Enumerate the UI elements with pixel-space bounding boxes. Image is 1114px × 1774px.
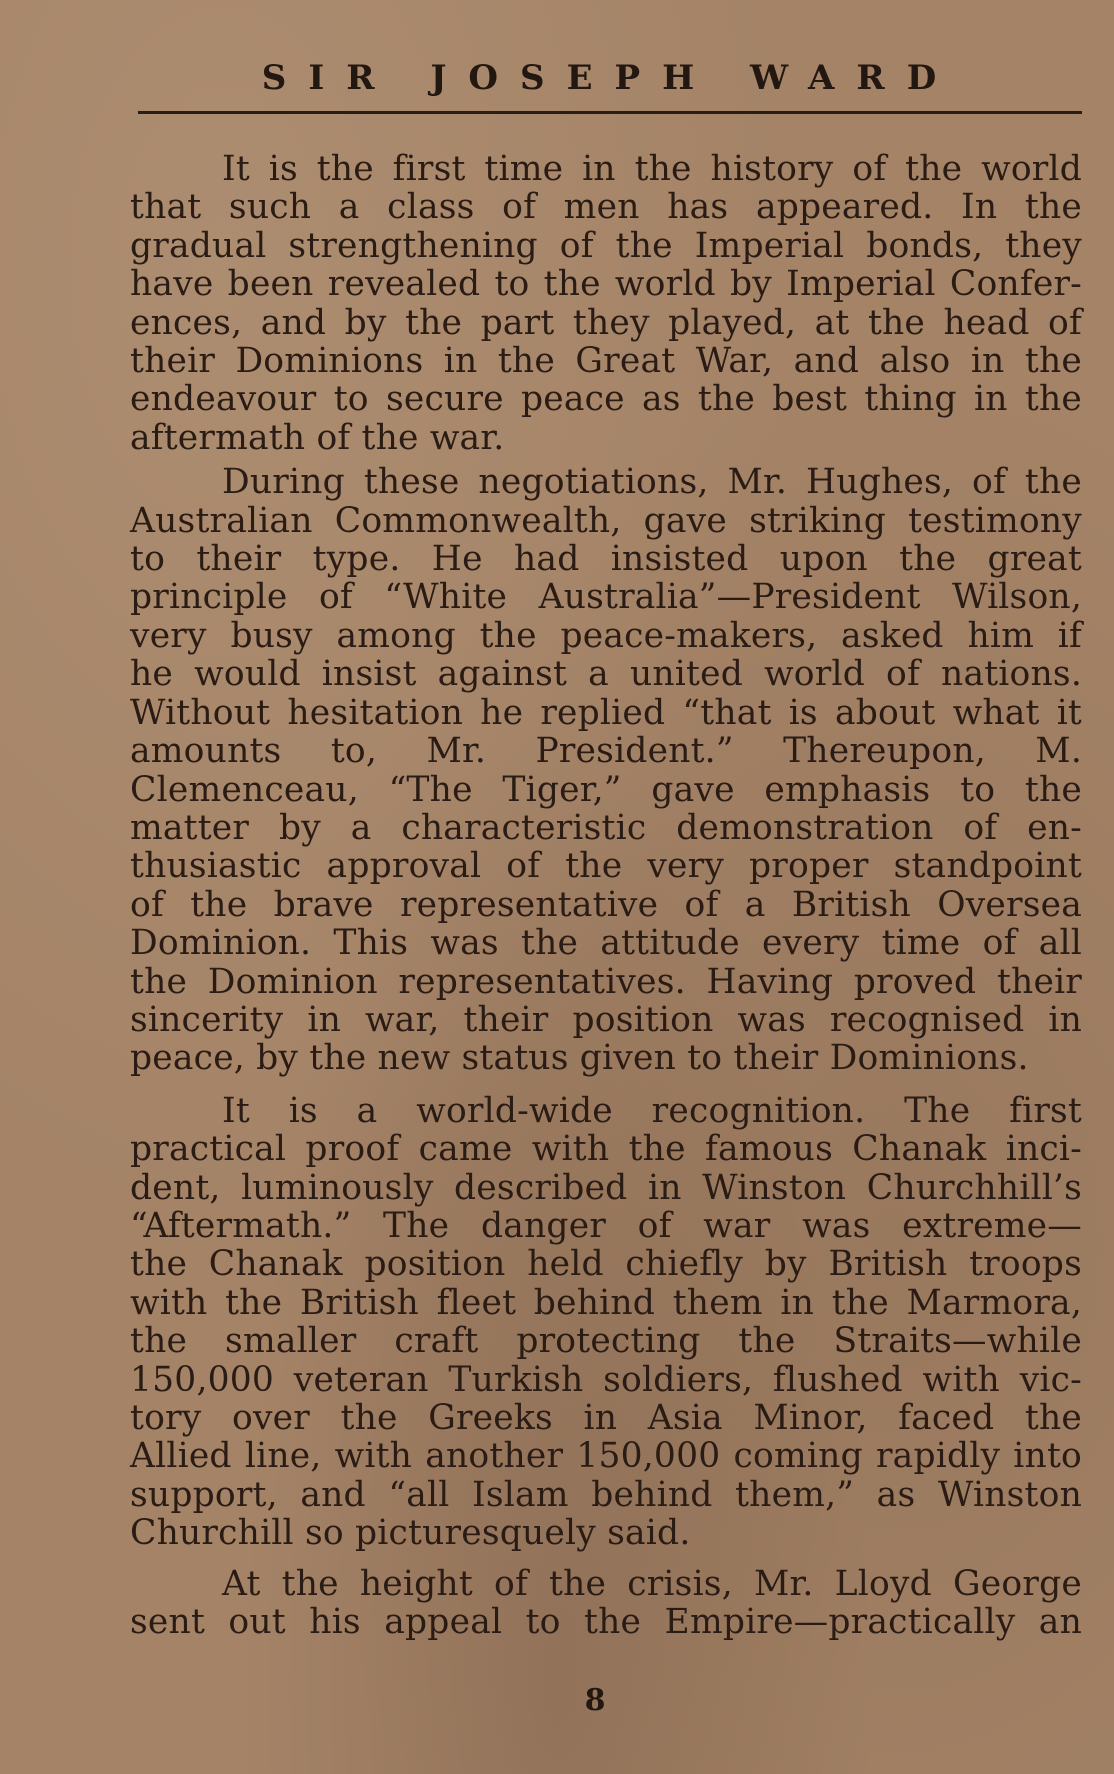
text-line: sincerity in war, their position was recognised in xyxy=(130,999,1082,1040)
running-head: SIR JOSEPH WARD xyxy=(261,58,959,98)
text-line: At the height of the crisis, Mr. Lloyd George xyxy=(222,1563,1082,1604)
text-line: dent, luminously described in Winston Churchhill’s xyxy=(130,1167,1082,1208)
text-line: very busy among the peace-makers, asked him if xyxy=(130,615,1082,656)
text-line: “Aftermath.” The danger of war was extreme— xyxy=(130,1205,1082,1246)
text-line: gradual strengthening of the Imperial bonds, they xyxy=(130,225,1082,266)
text-line: with the British fleet behind them in the Marmora, xyxy=(130,1282,1082,1323)
text-line: Australian Commonwealth, gave striking testimony xyxy=(130,500,1082,541)
text-line: endeavour to secure peace as the best thing in the xyxy=(130,379,1082,420)
text-line: Clemenceau, “The Tiger,” gave emphasis to the xyxy=(130,769,1082,810)
text-line: of the brave representative of a British Oversea xyxy=(130,884,1082,925)
header-rule xyxy=(138,111,1082,114)
text-line: It is the first time in the history of the world xyxy=(222,149,1082,189)
text-line: Churchill so picturesquely said. xyxy=(130,1513,691,1554)
text-line: peace, by the new status given to their Dominions. xyxy=(130,1038,1029,1079)
body-text xyxy=(130,150,1082,1647)
text-line: their Dominions in the Great War, and also in the xyxy=(130,341,1082,382)
paragraph xyxy=(130,150,1082,457)
text-line: Without hesitation he replied “that is about what it xyxy=(130,692,1082,733)
text-line: During these negotiations, Mr. Hughes, of the xyxy=(222,462,1082,503)
text-line: ences, and by the part they played, at the head of xyxy=(130,302,1082,343)
text-line: Dominion. This was the attitude every time of all xyxy=(130,923,1082,964)
text-line: the Dominion representatives. Having proved their xyxy=(130,961,1082,1002)
text-line: he would insist against a united world of nations. xyxy=(130,654,1082,695)
paragraph xyxy=(130,1092,1082,1553)
text-line: amounts to, Mr. President.” Thereupon, M. xyxy=(130,731,1082,772)
text-line: thusiastic approval of the very proper standpoint xyxy=(130,846,1082,887)
text-line: Allied line, with another 150,000 coming rapidly into xyxy=(130,1436,1082,1477)
text-line: practical proof came with the famous Chanak inci- xyxy=(130,1129,1082,1170)
text-line: have been revealed to the world by Imperial Confer- xyxy=(130,264,1082,305)
paragraph xyxy=(130,463,1082,1078)
text-line: the Chanak position held chiefly by British troops xyxy=(130,1244,1082,1285)
text-line: to their type. He had insisted upon the great xyxy=(130,539,1082,580)
text-line: sent out his appeal to the Empire—practically an xyxy=(130,1602,1082,1643)
text-line: support, and “all Islam behind them,” as Winston xyxy=(130,1474,1082,1515)
text-line: It is a world-wide recognition. The first xyxy=(222,1090,1082,1131)
text-line: tory over the Greeks in Asia Minor, faced the xyxy=(130,1398,1082,1438)
text-line: matter by a characteristic demonstration of en- xyxy=(130,807,1082,848)
text-line: principle of “White Australia”—President Wilson, xyxy=(130,577,1082,618)
paragraph xyxy=(130,1565,1082,1642)
text-line: that such a class of men has appeared. In the xyxy=(130,187,1082,228)
text-line: 150,000 veteran Turkish soldiers, flushed with vic- xyxy=(130,1359,1082,1400)
text-line: the smaller craft protecting the Straits—while xyxy=(130,1321,1082,1362)
page-number: 8 xyxy=(584,1683,606,1718)
text-line: aftermath of the war. xyxy=(130,417,505,458)
